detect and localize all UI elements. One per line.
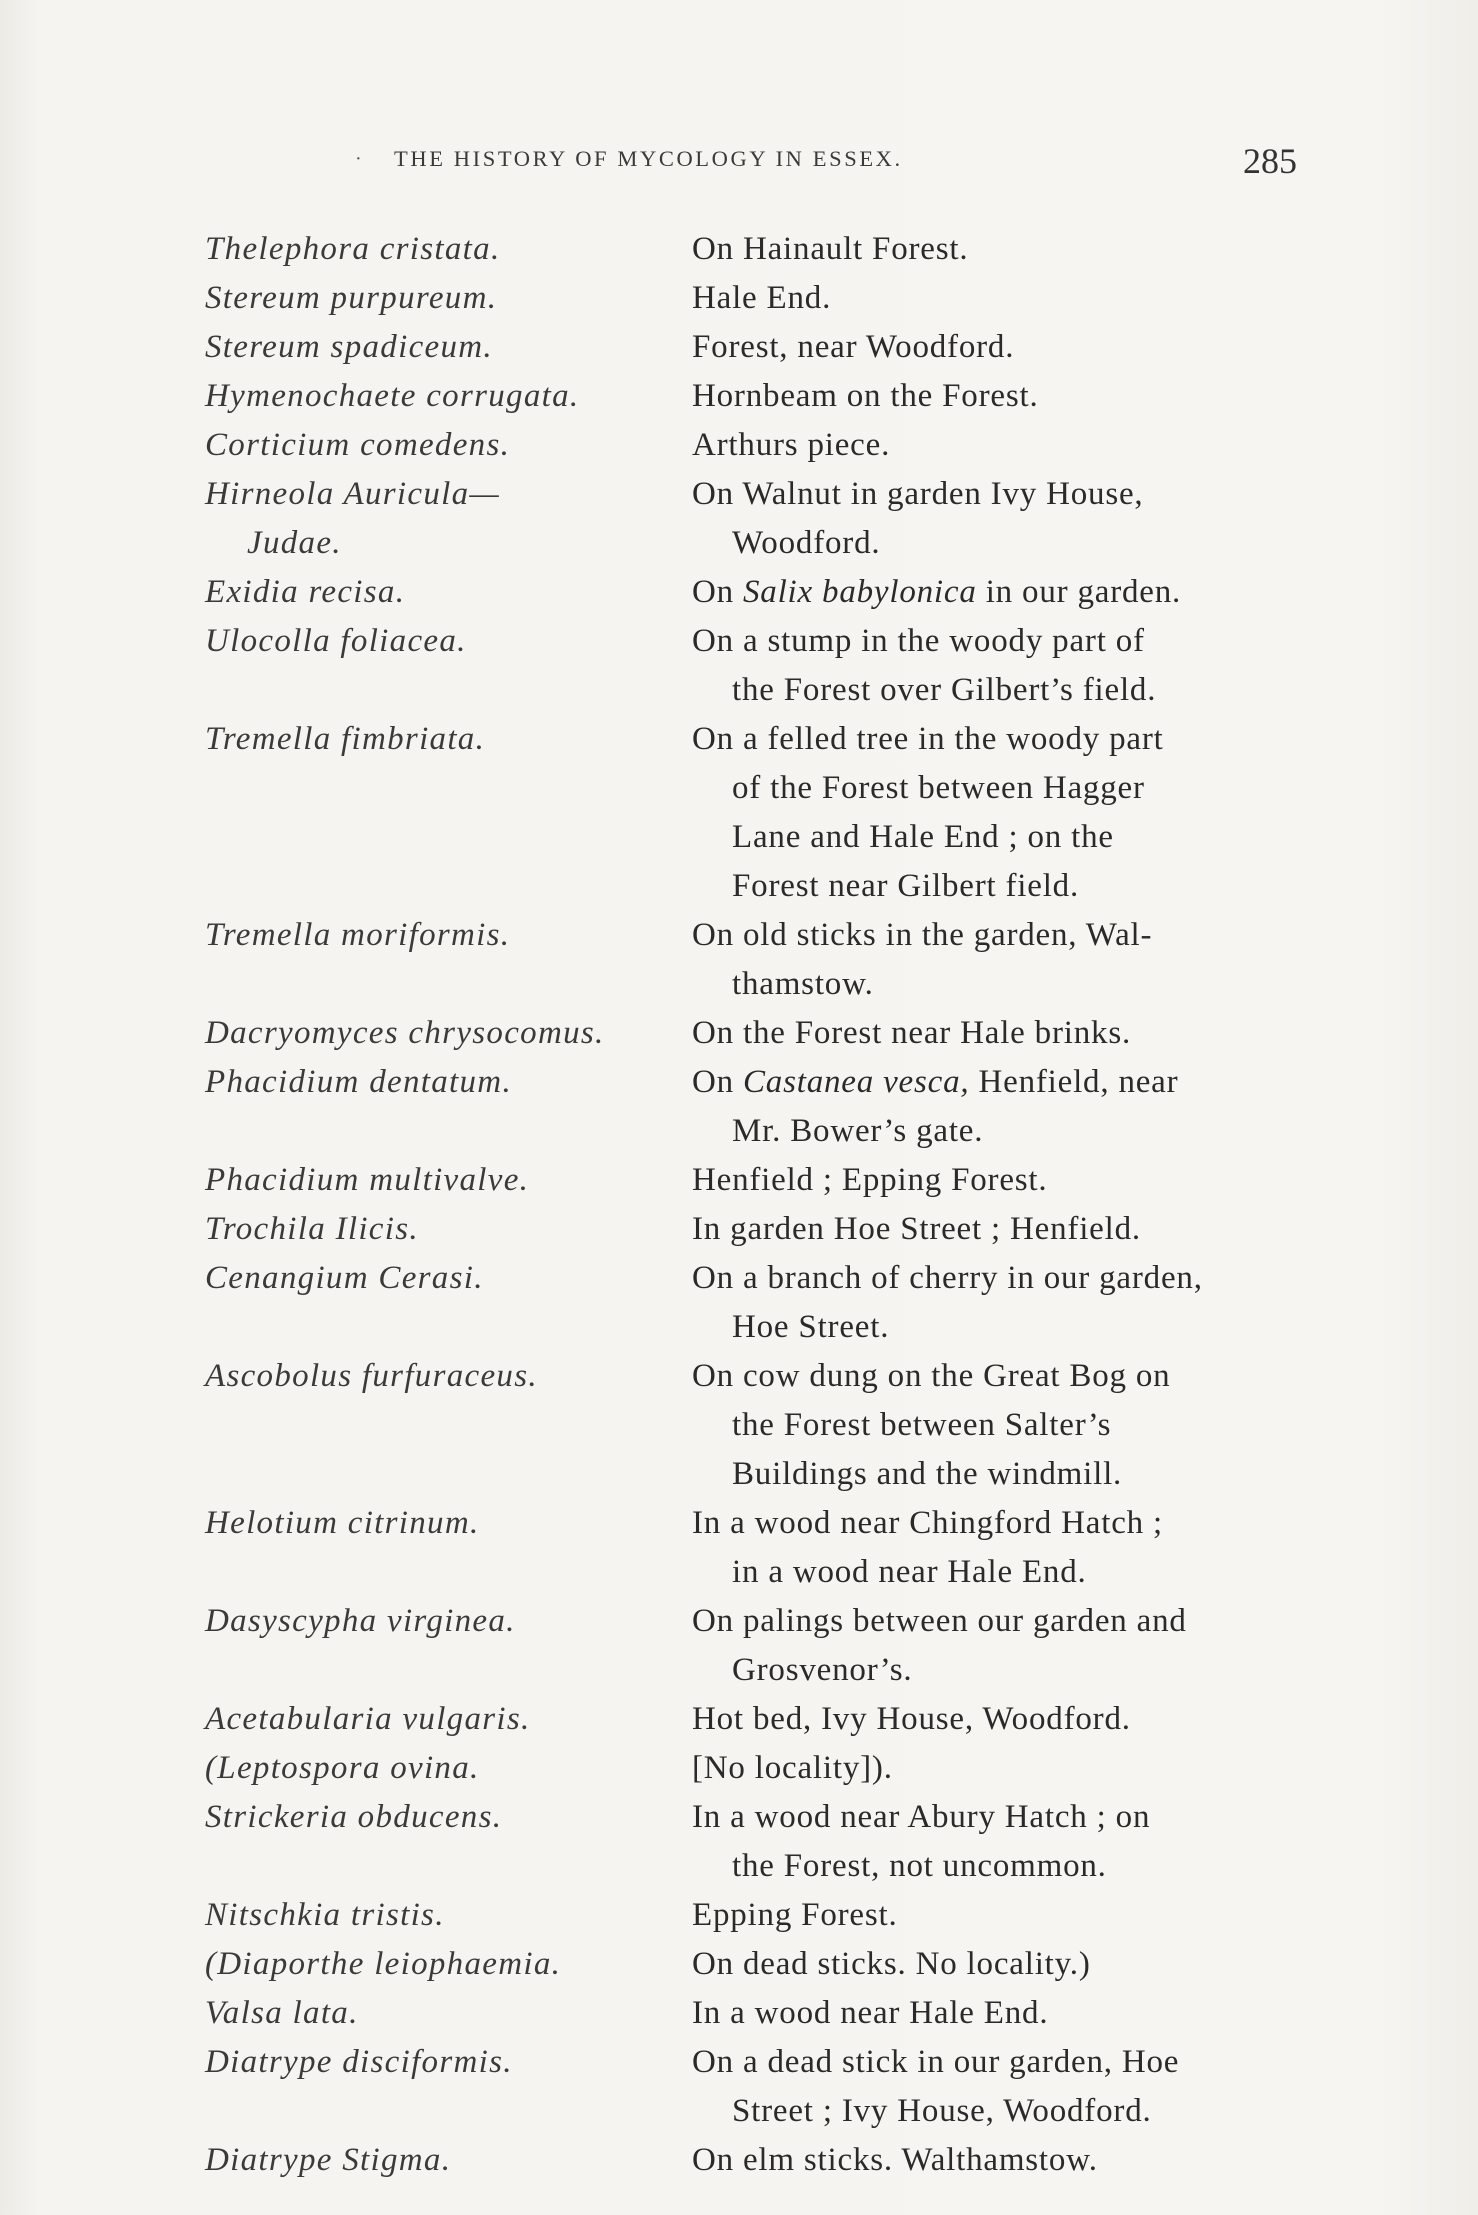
species-entry: [0, 470, 1478, 568]
species-name-line: Strickeria obducens.: [205, 1799, 503, 1835]
species-name: [205, 421, 685, 470]
species-entry: [0, 225, 1478, 274]
locality-line: In garden Hoe Street ; Henfield.: [692, 1211, 1141, 1247]
species-name-line: Phacidium dentatum.: [205, 1064, 512, 1100]
species-entry: [0, 568, 1478, 617]
species-name: [205, 1156, 685, 1205]
species-name: [205, 911, 685, 960]
species-name: [205, 2038, 685, 2087]
locality-prefix: On: [692, 574, 743, 610]
species-entry: [0, 1205, 1478, 1254]
species-entry: [0, 1254, 1478, 1352]
locality-line: In a wood near Hale End.: [692, 1995, 1049, 2031]
species-name: [205, 1009, 685, 1058]
species-name-line: (Diaporthe leiophaemia.: [205, 1946, 562, 1982]
species-name: [205, 1989, 685, 2038]
species-name: [205, 470, 685, 568]
species-entry: [0, 1499, 1478, 1597]
locality-continuation: Woodford.: [732, 525, 881, 561]
running-header: [0, 140, 1478, 190]
species-name-line: Valsa lata.: [205, 1995, 359, 2031]
species-name-line: Phacidium multivalve.: [205, 1162, 530, 1198]
locality-suffix: in our garden.: [976, 574, 1182, 610]
locality-text: [692, 2136, 1332, 2185]
locality-line: On Hainault Forest.: [692, 231, 969, 267]
species-entry: [0, 2136, 1478, 2185]
locality-text: [692, 911, 1332, 1009]
species-name: [205, 1940, 685, 1989]
locality-text: [692, 1597, 1332, 1695]
species-name: [205, 1254, 685, 1303]
locality-continuation: of the Forest between Hagger: [732, 770, 1145, 806]
species-entry: [0, 1058, 1478, 1156]
locality-continuation: Mr. Bower’s gate.: [732, 1113, 984, 1149]
locality-text: [692, 1744, 1332, 1793]
species-name-line: Dasyscypha virginea.: [205, 1603, 516, 1639]
locality-line: On elm sticks. Walthamstow.: [692, 2142, 1098, 2178]
locality-text: [692, 1989, 1332, 2038]
species-name-line: Stereum spadiceum.: [205, 329, 493, 365]
species-entry: [0, 715, 1478, 911]
locality-text: [692, 1009, 1332, 1058]
species-name-line: Cenangium Cerasi.: [205, 1260, 484, 1296]
locality-continuation: the Forest, not uncommon.: [732, 1848, 1107, 1884]
species-name: [205, 1597, 685, 1646]
species-name: [205, 568, 685, 617]
locality-text: [692, 1156, 1332, 1205]
locality-continuation: thamstow.: [732, 966, 874, 1002]
locality-line: In a wood near Chingford Hatch ;: [692, 1505, 1163, 1541]
locality-text: [692, 715, 1332, 911]
species-name-line: Nitschkia tristis.: [205, 1897, 445, 1933]
locality-line: On the Forest near Hale brinks.: [692, 1015, 1132, 1051]
locality-continuation: Grosvenor’s.: [732, 1652, 913, 1688]
locality-continuation: in a wood near Hale End.: [732, 1554, 1087, 1590]
locality-text: [692, 1940, 1332, 1989]
species-entry: [0, 617, 1478, 715]
species-entry: [0, 1352, 1478, 1499]
species-name: [205, 715, 685, 764]
locality-line: On palings between our garden and: [692, 1603, 1187, 1639]
species-name: [205, 2136, 685, 2185]
species-name-line: Trochila Ilicis.: [205, 1211, 419, 1247]
species-name-line: Corticium comedens.: [205, 427, 511, 463]
species-name-line: Stereum purpureum.: [205, 280, 498, 316]
locality-suffix: Henfield, near: [969, 1064, 1179, 1100]
species-name: [205, 617, 685, 666]
locality-line: On cow dung on the Great Bog on: [692, 1358, 1171, 1394]
locality-continuation: the Forest over Gilbert’s field.: [732, 672, 1157, 708]
species-name-line: Acetabularia vulgaris.: [205, 1701, 531, 1737]
species-name-line: Dacryomyces chrysocomus.: [205, 1015, 605, 1051]
species-entry: [0, 1597, 1478, 1695]
species-name-line: Exidia recisa.: [205, 574, 406, 610]
locality-line: On a stump in the woody part of: [692, 623, 1145, 659]
locality-text: [692, 568, 1332, 617]
species-entry: [0, 323, 1478, 372]
locality-text: [692, 1891, 1332, 1940]
locality-text: [692, 225, 1332, 274]
locality-line: [692, 1058, 1332, 1107]
locality-line: Hale End.: [692, 280, 832, 316]
species-name: [205, 1695, 685, 1744]
species-entry: [0, 274, 1478, 323]
locality-text: [692, 421, 1332, 470]
species-name-line: Helotium citrinum.: [205, 1505, 480, 1541]
locality-continuation: Forest near Gilbert field.: [732, 868, 1080, 904]
species-name: [205, 274, 685, 323]
locality-line: In a wood near Abury Hatch ; on: [692, 1799, 1151, 1835]
locality-line: Henfield ; Epping Forest.: [692, 1162, 1048, 1198]
species-name: [205, 1744, 685, 1793]
species-name-line: Hirneola Auricula—: [205, 476, 501, 512]
locality-text: [692, 1058, 1332, 1156]
locality-continuation: Buildings and the windmill.: [732, 1456, 1123, 1492]
species-name-line: Tremella fimbriata.: [205, 721, 486, 757]
locality-text: [692, 1695, 1332, 1744]
locality-line: On a branch of cherry in our garden,: [692, 1260, 1203, 1296]
species-name-line: Diatrype disciformis.: [205, 2044, 513, 2080]
species-name-continuation: Judae.: [247, 525, 342, 561]
locality-text: [692, 617, 1332, 715]
locality-line: On Walnut in garden Ivy House,: [692, 476, 1144, 512]
species-name: [205, 323, 685, 372]
species-name: [205, 1499, 685, 1548]
locality-prefix: On: [692, 1064, 743, 1100]
species-entry: [0, 1009, 1478, 1058]
species-entry: [0, 372, 1478, 421]
locality-line: Forest, near Woodford.: [692, 329, 1015, 365]
species-entry: [0, 421, 1478, 470]
species-entry: [0, 1695, 1478, 1744]
species-name-line: Hymenochaete corrugata.: [205, 378, 580, 414]
species-entry: [0, 1793, 1478, 1891]
species-name-line: Ulocolla foliacea.: [205, 623, 467, 659]
locality-line: [692, 568, 1332, 617]
species-entry: [0, 911, 1478, 1009]
species-name: [205, 1793, 685, 1842]
species-entry: [0, 1940, 1478, 1989]
locality-text: [692, 470, 1332, 568]
locality-line: [No locality]).: [692, 1750, 893, 1786]
species-name: [205, 1891, 685, 1940]
species-name: [205, 1058, 685, 1107]
locality-line: On a felled tree in the woody part: [692, 721, 1164, 757]
locality-line: On a dead stick in our garden, Hoe: [692, 2044, 1180, 2080]
species-list: [0, 225, 1478, 2185]
locality-line: On dead sticks. No locality.): [692, 1946, 1091, 1982]
species-entry: [0, 1744, 1478, 1793]
locality-text: [692, 372, 1332, 421]
locality-continuation: Lane and Hale End ; on the: [732, 819, 1114, 855]
species-name-line: Ascobolus furfuraceus.: [205, 1358, 538, 1394]
locality-line: Hornbeam on the Forest.: [692, 378, 1039, 414]
header-title: THE HISTORY OF MYCOLOGY IN ESSEX.: [394, 146, 903, 171]
species-entry: [0, 1989, 1478, 2038]
species-name: [205, 372, 685, 421]
species-name-line: Tremella moriformis.: [205, 917, 511, 953]
locality-continuation: the Forest between Salter’s: [732, 1407, 1112, 1443]
page-number: 285: [1243, 141, 1297, 181]
species-name-line: (Leptospora ovina.: [205, 1750, 480, 1786]
species-name-line: Thelephora cristata.: [205, 231, 501, 267]
header-ornament: ·: [355, 148, 362, 170]
species-name: [205, 225, 685, 274]
locality-text: [692, 1352, 1332, 1499]
locality-text: [692, 2038, 1332, 2136]
species-entry: [0, 2038, 1478, 2136]
host-plant-name: Castanea vesca,: [742, 1064, 970, 1100]
locality-text: [692, 274, 1332, 323]
locality-text: [692, 323, 1332, 372]
species-name: [205, 1352, 685, 1401]
locality-text: [692, 1793, 1332, 1891]
species-name-line: Diatrype Stigma.: [205, 2142, 452, 2178]
locality-continuation: Street ; Ivy House, Woodford.: [732, 2093, 1152, 2129]
host-plant-name: Salix babylonica: [742, 574, 977, 610]
locality-text: [692, 1499, 1332, 1597]
locality-line: Epping Forest.: [692, 1897, 898, 1933]
species-name: [205, 1205, 685, 1254]
locality-line: Hot bed, Ivy House, Woodford.: [692, 1701, 1131, 1737]
locality-line: Arthurs piece.: [692, 427, 891, 463]
species-entry: [0, 1891, 1478, 1940]
locality-continuation: Hoe Street.: [732, 1309, 890, 1345]
species-entry: [0, 1156, 1478, 1205]
locality-text: [692, 1205, 1332, 1254]
locality-line: On old sticks in the garden, Wal-: [692, 917, 1153, 953]
locality-text: [692, 1254, 1332, 1352]
